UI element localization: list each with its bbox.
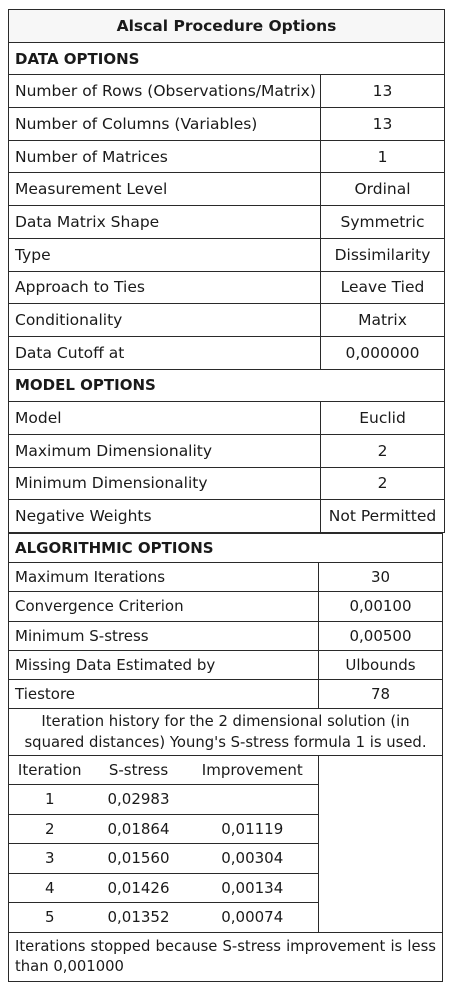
data-options-heading: DATA OPTIONS [9,42,445,75]
algorithmic-options-heading: ALGORITHMIC OPTIONS [9,534,443,563]
option-value: 13 [321,75,445,108]
header-row [9,756,443,785]
table-row [9,650,443,679]
option-value: Ulbounds [319,650,443,679]
option-label: Model [9,402,321,435]
iteration-cell: 3 [9,844,91,874]
iteration-history-note: Iteration history for the 2 dimensional solution (in squared distances) Young's S-stress formula 1 is used. [9,709,443,756]
table-row [9,206,445,239]
option-value: 78 [319,679,443,708]
option-label: Minimum Dimensionality [9,467,321,500]
option-label: Data Matrix Shape [9,206,321,239]
option-value: 0,000000 [321,336,445,369]
option-value: Not Permitted [321,500,445,533]
alscal-options-table [8,9,445,533]
option-label: Tiestore [9,679,319,708]
model-options-heading: MODEL OPTIONS [9,369,445,402]
option-label: Conditionality [9,304,321,337]
s-stress-cell: 0,01864 [91,814,187,844]
option-value: Dissimilarity [321,238,445,271]
option-value: 13 [321,108,445,141]
option-label: Negative Weights [9,500,321,533]
table-row [9,238,445,271]
option-value: Symmetric [321,206,445,239]
option-label: Maximum Dimensionality [9,434,321,467]
iteration-cell: 4 [9,873,91,903]
table-row [9,434,445,467]
option-value: 1 [321,140,445,173]
empty-cell [319,756,443,933]
option-value: Leave Tied [321,271,445,304]
option-label: Maximum Iterations [9,563,319,592]
option-label: Convergence Criterion [9,592,319,621]
s-stress-cell: 0,01352 [91,903,187,933]
algorithmic-options-table [8,533,443,756]
option-label: Approach to Ties [9,271,321,304]
option-label: Number of Matrices [9,140,321,173]
s-stress-cell: 0,01560 [91,844,187,874]
option-label: Number of Rows (Observations/Matrix) [9,75,321,108]
table-row [9,304,445,337]
option-value: 0,00100 [319,592,443,621]
option-value: Euclid [321,402,445,435]
option-label: Missing Data Estimated by [9,650,319,679]
table-row [9,173,445,206]
improvement-cell: 0,01119 [187,814,319,844]
table-row [9,140,445,173]
option-label: Minimum S-stress [9,621,319,650]
table-row [9,75,445,108]
iteration-history-table [8,755,443,982]
iteration-cell: 5 [9,903,91,933]
table-row [9,592,443,621]
iteration-stop-note: Iterations stopped because S-stress improvement is less than 0,001000 [9,932,443,981]
iteration-cell: 1 [9,785,91,815]
improvement-cell: 0,00134 [187,873,319,903]
iteration-cell: 2 [9,814,91,844]
option-value: Ordinal [321,173,445,206]
s-stress-cell: 0,02983 [91,785,187,815]
option-label: Number of Columns (Variables) [9,108,321,141]
table-row [9,108,445,141]
column-header-s-stress: S-stress [91,756,187,785]
option-value: 0,00500 [319,621,443,650]
improvement-cell: 0,00074 [187,903,319,933]
column-header-improvement: Improvement [187,756,319,785]
column-header-iteration: Iteration [9,756,91,785]
option-label: Measurement Level [9,173,321,206]
improvement-cell [187,785,319,815]
improvement-cell: 0,00304 [187,844,319,874]
table-row [9,336,445,369]
option-value: Matrix [321,304,445,337]
table-row [9,500,445,533]
table-row [9,679,443,708]
table-row [9,467,445,500]
s-stress-cell: 0,01426 [91,873,187,903]
option-label: Data Cutoff at [9,336,321,369]
option-value: 2 [321,434,445,467]
table-title: Alscal Procedure Options [9,10,445,43]
table-row [9,621,443,650]
table-row [9,271,445,304]
table-row [9,402,445,435]
table-row [9,563,443,592]
option-value: 30 [319,563,443,592]
option-label: Type [9,238,321,271]
option-value: 2 [321,467,445,500]
